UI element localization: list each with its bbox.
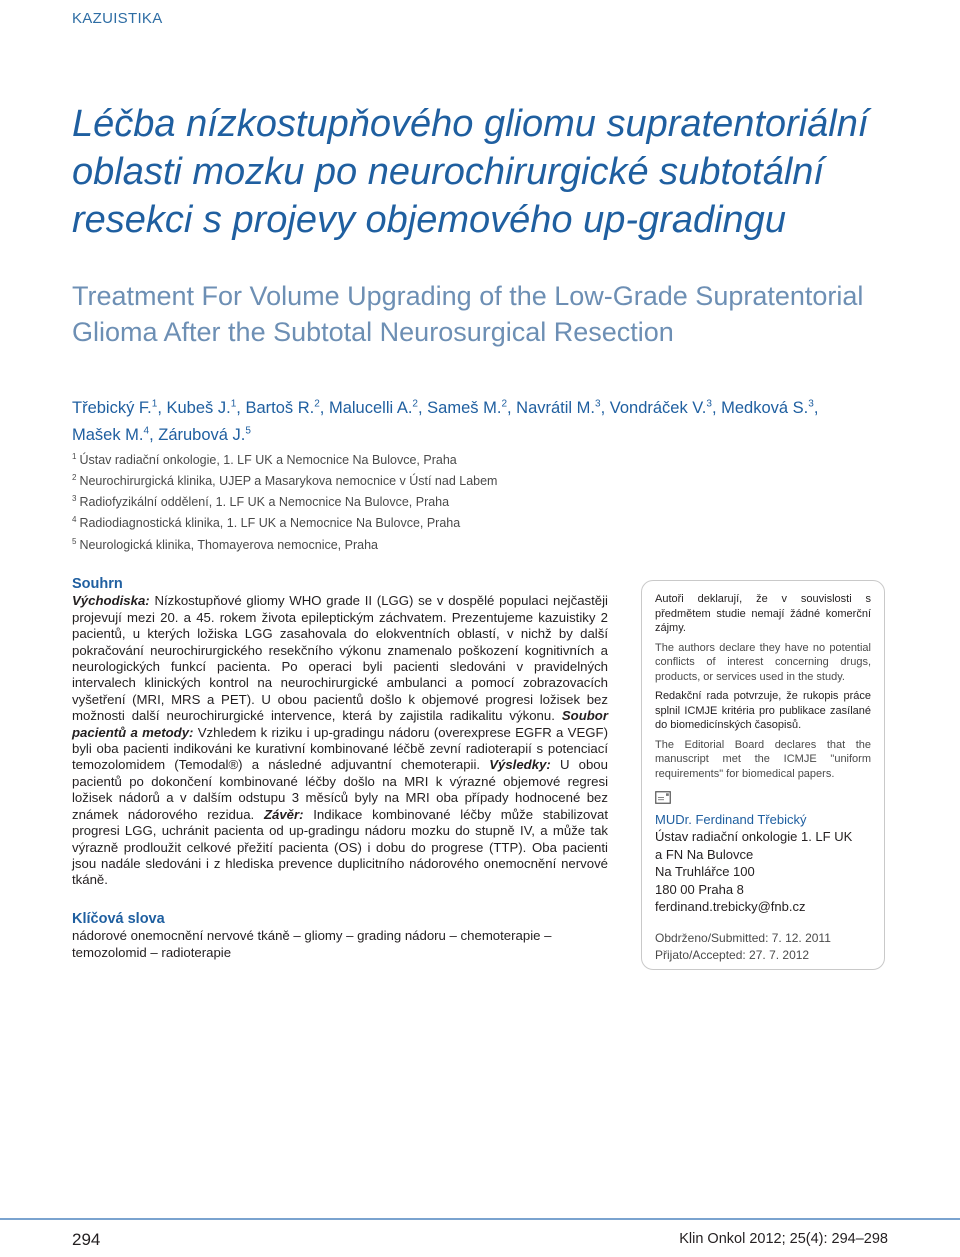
keywords-text: nádorové onemocnění nervové tkáně – gliomy – grading nádoru – chemoterapie – temozolomid – radioterapie	[72, 928, 552, 960]
abstract-label: Soubor pacientů a metody:	[72, 708, 608, 740]
dates	[655, 930, 871, 964]
author-list	[72, 392, 912, 447]
author: Mašek M.$^4$,	[72, 425, 159, 444]
author: Zárubová J.$^5$	[158, 425, 251, 444]
keywords-heading: Klíčová slova	[72, 910, 165, 927]
page-number: 294	[72, 1230, 101, 1249]
abstract-label: Závěr:	[263, 806, 304, 822]
author: Medková S.$^3$,	[721, 398, 819, 417]
affiliation: $^3$ Radiofyzikální oddělení, 1. LF UK a Nemocnice Na Bulovce, Praha	[72, 494, 450, 510]
address-line: 180 00 Praha 8	[655, 881, 744, 897]
affiliation: $^1$ Ústav radiační onkologie, 1. LF UK a Nemocnice Na Bulovce, Praha	[72, 452, 457, 468]
title-line: oblasti mozku po neurochirurgické subtotální	[72, 151, 824, 193]
icmje-statement-cz: Redakční rada potvrzuje, že rukopis práce splnil ICMJE kritéria pro publikace zasílané do biomedicínských časopisů.	[655, 690, 871, 731]
section-label: KAZUISTIKA	[72, 10, 163, 27]
abstract-text: Vzhledem k riziku i up-gradingu nádoru (overexprese EGFR a VEGF) byli oba pacienti indikováni ke kurativní kombinované léčbě zevní radioterapií s potenciací temozolomidem (Temodal®) a následné adjuvantní chemoterapii.	[72, 724, 608, 773]
info-sidebox	[641, 580, 885, 970]
title-line: resekci s projevy objemového up-gradingu	[72, 199, 786, 241]
abstract	[72, 576, 608, 961]
abstract-text: Indikace kombinované léčby může stabilizovat progresi LGG, uchránit pacienta od up-gradingu nádoru mozku do stupně IV, a může tak výrazně prodloužit celkové přežití pacienta (OS) i dobu do progrese (TTP). Oba pacienti jsou nadále sledováni i z hlediska prevence duplicitního nádorového onemocnění nervové tkáně.	[72, 806, 608, 888]
journal-citation: Klin Onkol 2012; 25(4): 294–298	[679, 1231, 888, 1247]
abstract-body	[72, 593, 608, 888]
author: Kubeš J.$^1$,	[166, 398, 246, 417]
conflict-statement-en: The authors declare they have no potential conflicts of interest concerning drugs, products, or services used in the study.	[655, 641, 871, 683]
address-line: Na Truhlářce 100	[655, 864, 755, 879]
author: Třebický F.$^1$,	[72, 398, 167, 417]
abstract-text: U obou pacientů po dokončení kombinované léčby došlo na MRI k výrazné objemové regresi ložisek nádorů a v dalším odstupu 3 měsíců byly na MRI oba případy hodnocené bez známek nádorového rezidua.	[72, 757, 608, 822]
correspondence-name: MUDr. Ferdinand Třebický	[655, 811, 807, 827]
abstract-text: Nízkostupňové gliomy WHO grade II (LGG) se v dospělé populaci nejčastěji projevují mezi 20. a 45. rokem života epileptickým záchvatem. Prezentujeme kazuistiky 2 pacientů, u kterých ložiska LGG zasahovala do elokventních oblastí, v nichž by další pokračování neurochirurgického resekčního výkonu znamenalo poškození kognitivních a neurologických funkcí pacienta. Po operaci byli pacienti sledováni v pravidelných intervalech klinických kontrol na neurochirurgické ambulanci a pomocí zobrazovacích vyšetření (MRI, MRS a PET). U obou pacientů došlo k objemové progresi ložisek bez možnosti další neurochirurgické intervence, která by zajistila radikalitu výkonu.	[72, 593, 608, 724]
icmje-statement-en: The Editorial Board declares that the manuscript met the ICMJE "uniform requirements" for biomedical papers.	[655, 738, 871, 780]
title-line: Léčba nízkostupňového gliomu supratentoriální	[72, 103, 869, 145]
english-title-line: Glioma After the Subtotal Neurosurgical Resection	[72, 317, 674, 347]
abstract-heading: Souhrn	[72, 576, 123, 592]
envelope-icon	[655, 791, 871, 809]
author: Sameš M.$^2$,	[427, 398, 517, 417]
affiliation-list	[72, 448, 772, 554]
affiliation: $^2$ Neurochirurgická klinika, UJEP a Masarykova nemocnice v Ústí nad Labem	[72, 473, 498, 489]
accepted-date: Přijato/Accepted: 27. 7. 2012	[655, 947, 810, 962]
affiliation: $^4$ Radiodiagnostická klinika, 1. LF UK a Nemocnice Na Bulovce, Praha	[72, 515, 461, 531]
conflict-statement-cz: Autoři deklarují, že v souvislosti s předmětem studie nemají žádné komerční zájmy.	[655, 593, 871, 634]
submitted-date: Obdrženo/Submitted: 7. 12. 2011	[655, 930, 831, 945]
affiliation: $^5$ Neurologická klinika, Thomayerova nemocnice, Praha	[72, 536, 378, 552]
address-line: Ústav radiační onkologie 1. LF UK	[655, 829, 853, 844]
address-line: a FN Na Bulovce	[655, 846, 754, 862]
article-title	[72, 100, 922, 244]
footer-rule	[0, 1218, 960, 1220]
keywords-section	[72, 911, 608, 961]
abstract-label: Výsledky:	[489, 757, 551, 773]
correspondence-address	[655, 828, 871, 916]
author: Vondráček V.$^3$,	[609, 398, 722, 417]
author: Navrátil M.$^3$,	[516, 398, 610, 417]
abstract-label: Východiska:	[72, 593, 150, 609]
english-title	[72, 278, 922, 350]
author: Malucelli A.$^2$,	[328, 398, 428, 417]
email-link[interactable]: ferdinand.trebicky@fnb.cz	[655, 899, 806, 914]
english-title-line: Treatment For Volume Upgrading of the Low-Grade Supratentorial	[72, 281, 864, 311]
author: Bartoš R.$^2$,	[245, 398, 329, 417]
